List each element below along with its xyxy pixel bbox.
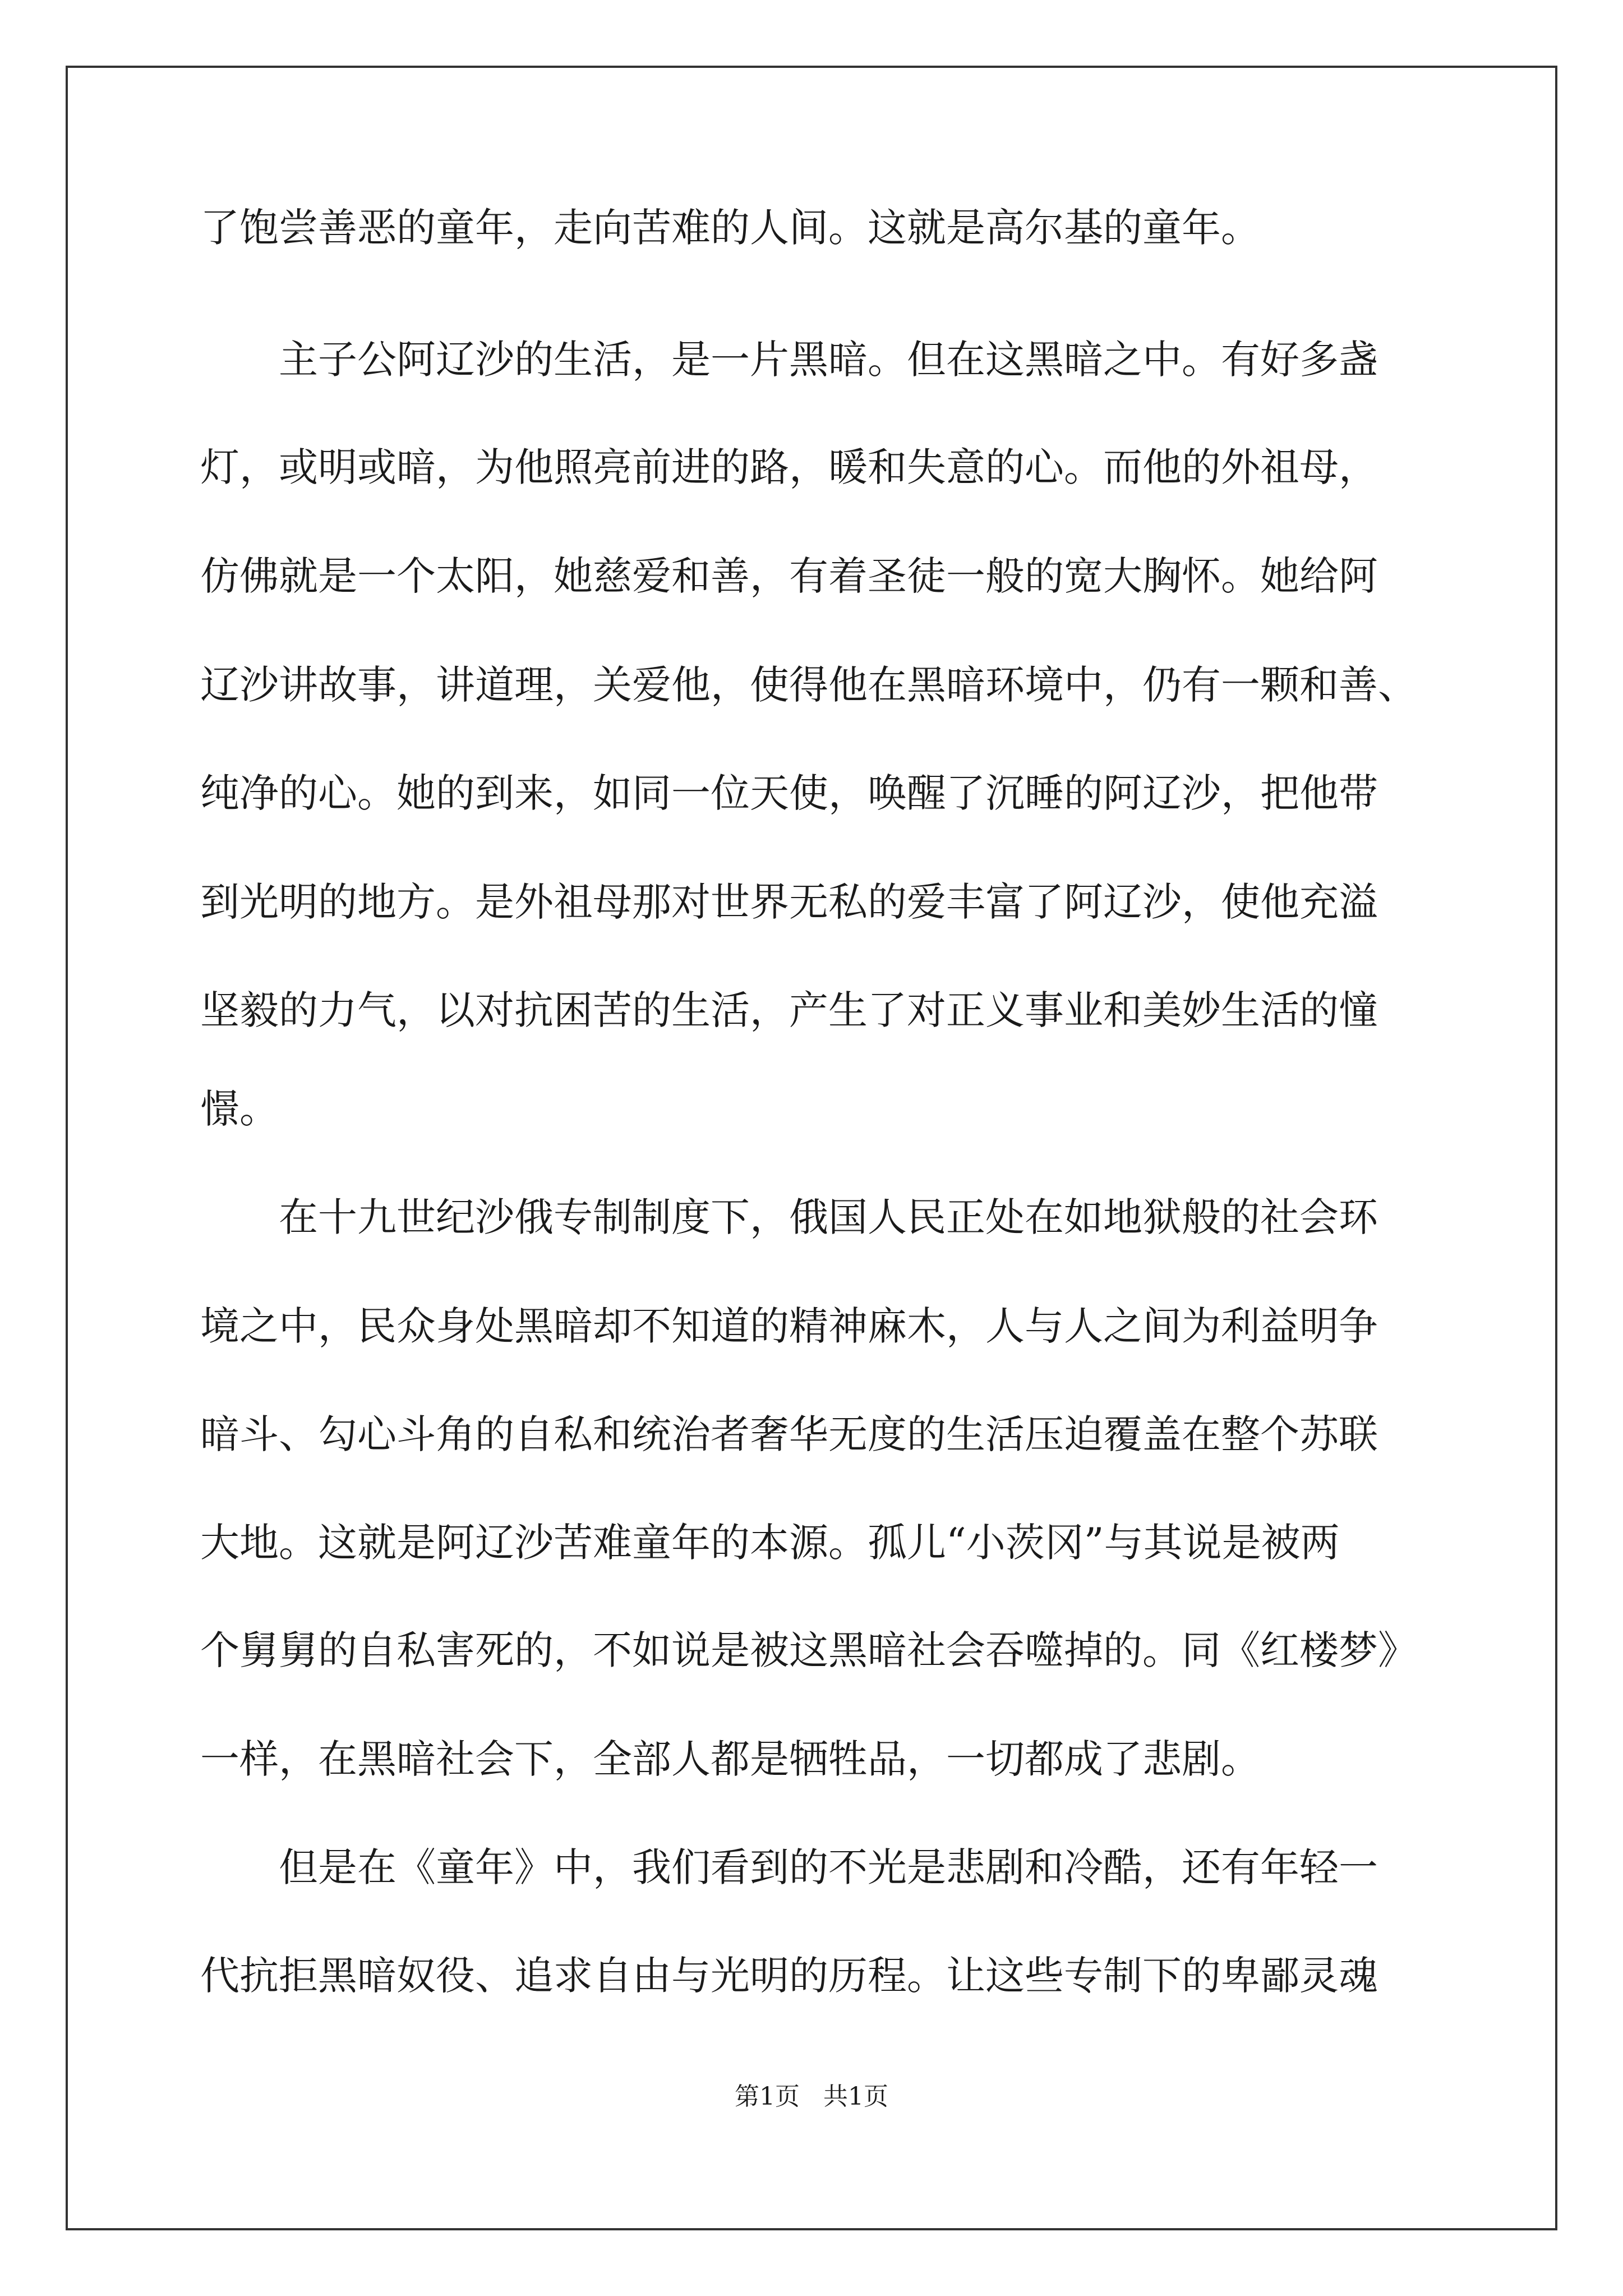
paragraph-line: 辽沙讲故事，讲道理，关爱他，使得他在黑暗环境中，仍有一颗和善、	[200, 662, 1417, 708]
paragraph-line: 但是在《童年》中，我们看到的不光是悲剧和冷酷，还有年轻一	[279, 1844, 1378, 1890]
page-border	[66, 66, 1557, 2230]
paragraph-line: 个舅舅的自私害死的，不如说是被这黑暗社会吞噬掉的。同《红楼梦》	[200, 1627, 1417, 1673]
paragraph-line: 代抗拒黑暗奴役、追求自由与光明的历程。让这些专制下的卑鄙灵魂	[200, 1953, 1378, 1999]
paragraph-line: 主子公阿辽沙的生活，是一片黑暗。但在这黑暗之中。有好多盏	[279, 337, 1378, 383]
paragraph-line: 憬。	[200, 1086, 279, 1132]
paragraph-line: 境之中，民众身处黑暗却不知道的精神麻木，人与人之间为利益明争	[200, 1303, 1378, 1349]
page-number: 第1页 共1页	[735, 2082, 888, 2111]
paragraph-line: 灯，或明或暗，为他照亮前进的路，暖和失意的心。而他的外祖母，	[200, 444, 1378, 490]
paragraph-line: 大地。这就是阿辽沙苦难童年的本源。孤儿“小茨冈”与其说是被两	[200, 1520, 1340, 1566]
paragraph-line: 纯净的心。她的到来，如同一位天使，唤醒了沉睡的阿辽沙，把他带	[200, 770, 1378, 816]
paragraph-line: 坚毅的力气，以对抗困苦的生活，产生了对正义事业和美妙生活的憧	[200, 987, 1378, 1033]
paragraph-line: 暗斗、勾心斗角的自私和统治者奢华无度的生活压迫覆盖在整个苏联	[200, 1411, 1378, 1457]
paragraph-line: 仿佛就是一个太阳，她慈爱和善，有着圣徒一般的宽大胸怀。她给阿	[200, 553, 1378, 599]
paragraph-line: 在十九世纪沙俄专制制度下，俄国人民正处在如地狱般的社会环	[279, 1194, 1378, 1240]
paragraph-line: 到光明的地方。是外祖母那对世界无私的爱丰富了阿辽沙，使他充溢	[200, 879, 1378, 925]
paragraph-line: 了饱尝善恶的童年，走向苦难的人间。这就是高尔基的童年。	[200, 205, 1260, 251]
paragraph-line: 一样，在黑暗社会下，全部人都是牺牲品，一切都成了悲剧。	[200, 1736, 1260, 1782]
